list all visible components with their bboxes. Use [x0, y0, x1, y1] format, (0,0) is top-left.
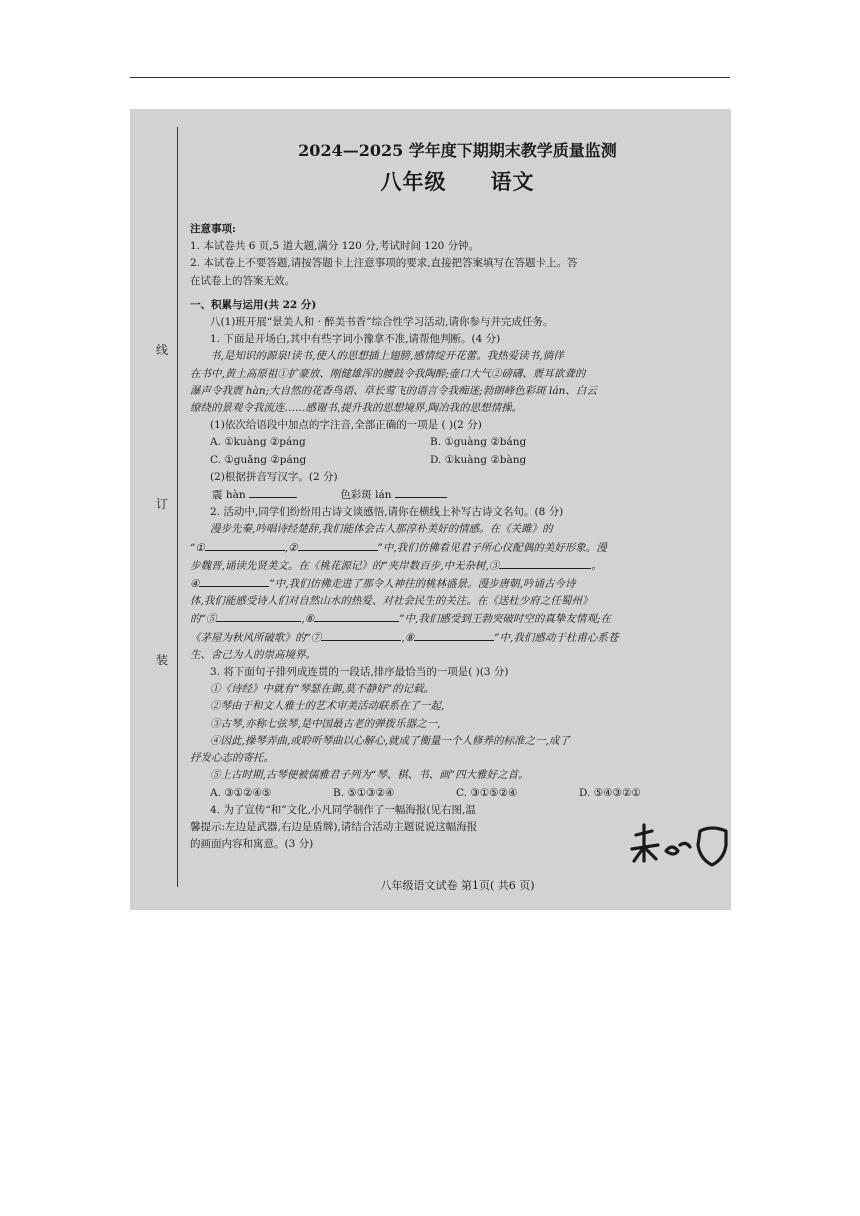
q2-label: 的“⑤ — [190, 613, 217, 626]
margin-label-line: 线 — [156, 343, 169, 357]
q1-sub1: (1)依次给语段中加点的字注音,全部正确的一项是 ( )(2 分) — [210, 419, 482, 432]
q1-option-c: C. ①guǎng ②páng — [210, 453, 307, 466]
exam-paper-photo — [130, 109, 731, 910]
q2-line: 漫步先秦,吟唱诗经楚辞,我们能体会古人那淳朴美好的情感。在《关雎》的 — [210, 523, 553, 536]
q1-fill-row — [190, 486, 725, 504]
q2-text: ”中,我们仿佛看见君子所心仪配偶的美好形象。漫 — [377, 541, 607, 554]
answer-blank — [205, 539, 285, 551]
q2-text: ”中,我们仿佛走进了那令人神往的桃林盛景。漫步唐朝,吟诵古今诗 — [269, 578, 576, 591]
binding-margin-line — [177, 127, 178, 887]
weapon-glyph — [632, 825, 658, 861]
answer-blank — [321, 629, 401, 641]
q2-line: 生、舍己为人的崇高境界。 — [190, 648, 316, 661]
q2-line — [190, 539, 725, 557]
shield-icon — [698, 828, 726, 865]
answer-blank — [414, 629, 494, 641]
q3-sentence: ⑤上古时期,古琴便被儒雅君子列为“琴、棋、书、画”四大雅好之首。 — [210, 769, 529, 782]
q3-option-b: B. ⑤①③②④ — [333, 786, 395, 799]
q2-label: “① — [190, 541, 205, 554]
q2-line: 体,我们能感受诗人们对自然山水的热爱、对社会民生的关注。在《送杜少府之任蜀州》 — [190, 595, 593, 608]
q1-sub2: (2)根据拼音写汉字。(2 分) — [210, 470, 338, 483]
notice-heading: 注意事项: — [190, 223, 236, 235]
q2-label: ④ — [190, 578, 200, 591]
q2-text: ”中,我们感受到王勃突破时空的真挚友情观;在 — [399, 613, 611, 626]
q2-text: ”中,我们感动于杜甫心系苍 — [494, 631, 619, 644]
answer-blank — [216, 610, 301, 622]
exam-body — [190, 221, 725, 853]
q3-sentence: ④因此,操琴弄曲,或聆听琴曲以心解心,就成了衡量一个人修养的标准之一,成了 — [210, 734, 570, 747]
mouth-glyph — [666, 843, 690, 854]
notice-item: 2. 本试卷上不要答题,请按答题卡上注意事项的要求,直接把答案填写在答题卡上。答 — [190, 257, 578, 270]
q2-label: 《茅屋为秋风所破歌》的“⑦ — [190, 631, 322, 644]
answer-blank — [314, 610, 399, 622]
q3-option-a: A. ③①②④⑤ — [210, 786, 272, 799]
q1-option-b: B. ①guàng ②báng — [430, 436, 527, 449]
section-heading: 一、积累与运用(共 22 分) — [190, 298, 317, 311]
q2-label: ,⑧ — [401, 631, 415, 644]
section-intro: 八(1)班开展“景美人和 · 醉美书香”综合性学习活动,请你参与并完成任务。 — [210, 316, 554, 329]
q2-line — [190, 557, 725, 575]
q2-text: 步魏晋,诵读先贤美文。在《桃花源记》的“夹岸数百步,中无杂树,③ — [190, 559, 500, 572]
q4-line: 4. 为了宣传“和”文化,小凡同学制作了一幅海报(见右图,温 — [210, 803, 476, 816]
q1-passage-line: 书,是知识的源泉!读书,使人的思想插上翅膀,感情绽开花蕾。我热爱读书,徜徉 — [210, 350, 564, 363]
q1-passage-line: 缭绕的景观令我流连……感谢书,提升我的思想境界,陶冶我的思想情操。 — [190, 402, 523, 415]
q2-text: 。 — [591, 559, 602, 572]
q1-options-row — [190, 452, 725, 469]
answer-blank — [499, 557, 591, 569]
fill-prompt-a: 震 hàn — [212, 489, 246, 502]
q1-option-d: D. ①kuàng ②bàng — [430, 453, 527, 466]
q2-label: ,⑥ — [301, 613, 315, 626]
q1-options-row — [190, 434, 725, 451]
q1-stem: 1. 下面是开场白,其中有些字词小豫拿不准,请帮他判断。(4 分) — [210, 333, 501, 346]
q3-sentence: 抒发心志的寄托。 — [190, 752, 274, 765]
exam-title: 2024—2025 学年度下期期末教学质量监测 — [298, 141, 617, 160]
q2-label: ,② — [284, 541, 298, 554]
q3-option-d: D. ⑤④③②① — [579, 786, 641, 799]
q1-passage-line: 在书中,黄土高原祖①扩豪放、刚健雄浑的腰鼓令我陶醉;壶口大气②磅礴、震耳欲聋的 — [190, 367, 586, 380]
notice-item: 1. 本试卷共 6 页,5 道大题,满分 120 分,考试时间 120 分钟。 — [190, 240, 480, 253]
fill-prompt-b: 色彩斑 lán — [340, 489, 392, 502]
q3-sentence: ①《诗经》中就有“琴瑟在御,莫不静好”的记载。 — [210, 683, 435, 696]
notice-item: 在试卷上的答案无效。 — [190, 274, 295, 287]
he-poster-image — [622, 821, 731, 869]
q3-sentence: ②琴由于和文人雅士的艺术审美活动联系在了一起, — [210, 700, 445, 713]
q1-option-a: A. ①kuàng ②páng — [210, 436, 306, 449]
q4-line: 的画面内容和寓意。(3 分) — [190, 838, 314, 851]
q3-sentence: ③古琴,亦称七弦琴,是中国最古老的弹拨乐器之一, — [210, 717, 441, 730]
q3-option-c: C. ③①⑤②④ — [456, 786, 518, 799]
q3-stem: 3. 将下面句子排列成连贯的一段话,排序最恰当的一项是( )(3 分) — [210, 666, 509, 679]
exam-subject — [190, 169, 725, 194]
grade-label: 八年级 — [380, 169, 447, 194]
q2-line — [190, 629, 725, 647]
page-footer: 八年级语文试卷 第1页( 共6 页) — [380, 879, 535, 892]
q3-options-row — [190, 785, 725, 802]
answer-blank — [199, 575, 269, 587]
answer-blank — [395, 486, 447, 498]
margin-label-seal: 装 — [156, 653, 169, 667]
answer-blank — [298, 539, 378, 551]
q4-line: 馨提示:左边是武器,右边是盾牌),请结合活动主题说说这幅海报 — [190, 820, 478, 833]
q1-passage-line: 瀑声令我震 hàn;大自然的花香鸟语、草长莺飞的语言令我痴迷;勃朗峰色彩斑 lán、白云 — [190, 384, 597, 397]
course-label: 语文 — [490, 169, 535, 194]
margin-label-bind: 订 — [156, 497, 169, 511]
top-rule — [130, 77, 730, 78]
answer-blank — [249, 486, 297, 498]
q2-line — [190, 575, 725, 593]
q2-line — [190, 610, 725, 628]
q2-stem: 2. 活动中,同学们纷纷用古诗文谈感悟,请你在横线上补写古诗文名句。(8 分) — [210, 506, 564, 519]
